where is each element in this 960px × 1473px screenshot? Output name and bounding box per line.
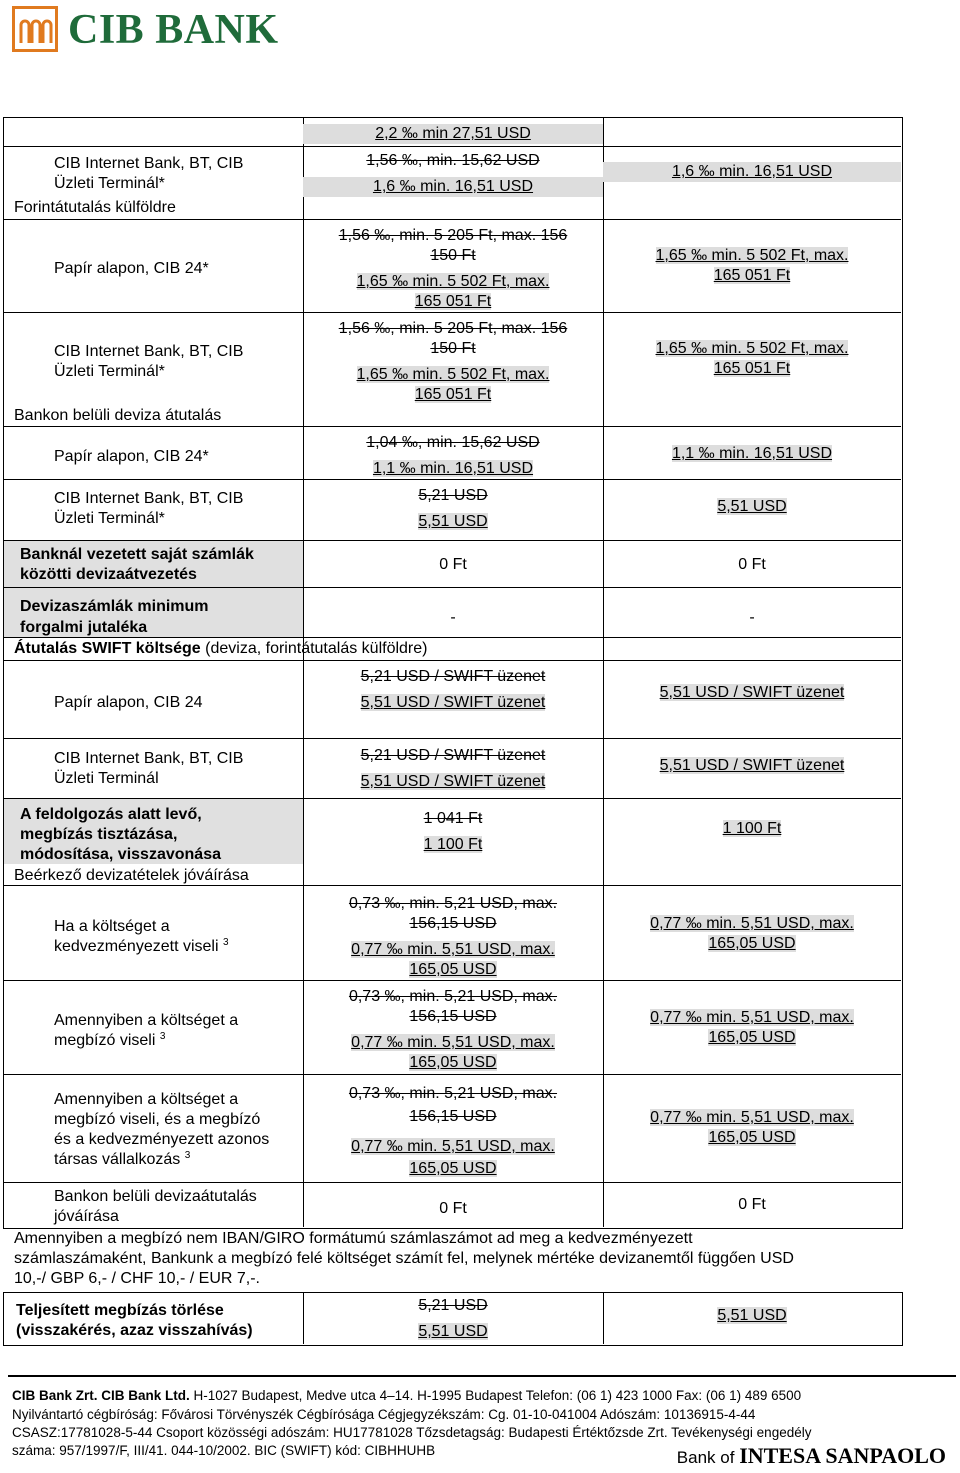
old-fee-value: 1,56 ‰, min. 15,62 USD xyxy=(366,152,540,169)
row-label: Amennyiben a költséget a xyxy=(54,1012,239,1029)
new-fee-value: 165,05 USD xyxy=(409,1054,497,1071)
row-label: Banknál vezetett saját számlák xyxy=(20,546,254,563)
fee-value-col3: 1 100 Ft xyxy=(722,820,782,837)
fee-value-col3: 0 Ft xyxy=(738,556,766,573)
new-fee-value: 1 100 Ft xyxy=(423,836,483,853)
new-fee-value: 1,1 ‰ min. 16,51 USD xyxy=(372,460,534,477)
section-heading: Forintátutalás külföldre xyxy=(14,199,176,216)
old-fee-value: 150 Ft xyxy=(430,340,476,357)
row-label: (visszakérés, azaz visszahívás) xyxy=(16,1322,253,1339)
old-fee-value: 0,73 ‰, min. 5,21 USD, max. xyxy=(348,1085,558,1102)
section-heading: Bankon belüli deviza átutalás xyxy=(14,407,222,424)
old-fee-value: 1,56 ‰, min. 5 205 Ft, max. 156 xyxy=(338,227,568,244)
fee-value: 2,2 ‰ min 27,51 USD xyxy=(303,124,603,144)
row-label: Üzleti Terminál* xyxy=(54,175,165,192)
old-fee-value: 1,04 ‰, min. 15,62 USD xyxy=(366,434,540,451)
row-label: megbízás tisztázása, xyxy=(20,826,178,843)
fee-value-col3: 0,77 ‰ min. 5,51 USD, max. xyxy=(650,915,854,932)
new-fee-value: 165,05 USD xyxy=(409,1160,497,1177)
fee-value: 0 Ft xyxy=(439,1200,467,1217)
row-label: kedvezményezett viseli $^3$ xyxy=(54,937,229,955)
row-label: Bankon belüli devizaátutalás xyxy=(54,1188,257,1205)
row-label: CIB Internet Bank, BT, CIB xyxy=(54,490,244,507)
new-fee-value: 0,77 ‰ min. 5,51 USD, max. xyxy=(351,941,555,958)
fee-value-col3: 1,6 ‰ min. 16,51 USD xyxy=(603,162,901,182)
row-label: és a kedvezményezett azonos xyxy=(54,1131,270,1148)
fee-value-col3: 0,77 ‰ min. 5,51 USD, max. xyxy=(650,1109,854,1126)
fee-value-col3: 1,65 ‰ min. 5 502 Ft, max. xyxy=(655,247,849,264)
fee-value-col3: 5,51 USD xyxy=(717,1307,787,1324)
row-label: Teljesített megbízás törlése xyxy=(16,1302,224,1319)
fee-value: - xyxy=(450,609,456,626)
cib-logo-icon xyxy=(12,6,58,52)
new-fee-value: 1,65 ‰ min. 5 502 Ft, max. xyxy=(356,366,550,383)
intesa-sanpaolo-logo: Bank of INTESA SANPAOLO xyxy=(676,1443,946,1468)
new-fee-value: 165 051 Ft xyxy=(414,386,492,403)
fee-value-col3: 165 051 Ft xyxy=(713,267,791,284)
old-fee-value: 5,21 USD xyxy=(418,1297,488,1314)
fee-value-col3: 1,1 ‰ min. 16,51 USD xyxy=(671,445,833,462)
row-label: Üzleti Terminál* xyxy=(54,510,165,527)
new-fee-value: 165,05 USD xyxy=(409,961,497,978)
footer-line-4: száma: 957/1997/F, III/41. 044-10/2002. BIC (SWIFT) kód: CIBHHUHB xyxy=(12,1443,436,1458)
old-fee-value: 156,15 USD xyxy=(409,915,497,932)
old-fee-value: 0,73 ‰, min. 5,21 USD, max. xyxy=(348,895,558,912)
footer-line-1: CIB Bank Zrt. CIB Bank Ltd. H-1027 Budapest, Medve utca 4–14. H-1995 Budapest Telefon: (06 1) 423 1000 Fax: (06 1) 489 6500 xyxy=(12,1388,802,1403)
row-label: Papír alapon, CIB 24 xyxy=(54,694,203,711)
new-fee-value: 0,77 ‰ min. 5,51 USD, max. xyxy=(351,1034,555,1051)
iban-note: Amennyiben a megbízó nem IBAN/GIRO formátumú számlaszámot ad meg a kedvezményezett xyxy=(14,1230,693,1247)
new-fee-value: 5,51 USD xyxy=(418,1323,488,1340)
new-fee-value: 5,51 USD / SWIFT üzenet xyxy=(360,694,546,711)
new-fee-value: 5,51 USD xyxy=(418,513,488,530)
fee-value: 0 Ft xyxy=(439,556,467,573)
fee-value-col3: 165,05 USD xyxy=(708,1029,796,1046)
row-label: Papír alapon, CIB 24* xyxy=(54,260,209,277)
footer-line-2: Nyilvántartó cégbíróság: Fővárosi Törvényszék Cégbírósága Cégjegyzékszám: Cg. 01-10-041004 Adószám: 10136915-4-44 xyxy=(12,1407,756,1422)
old-fee-value: 1 041 Ft xyxy=(423,810,483,827)
old-fee-value: 5,21 USD xyxy=(418,487,488,504)
fee-value-col3: 165,05 USD xyxy=(708,1129,796,1146)
section-heading: Beérkező devizatételek jóváírása xyxy=(14,867,249,884)
new-fee-value: 1,6 ‰ min. 16,51 USD xyxy=(303,177,603,197)
row-label: társas vállalkozás $^3$ xyxy=(54,1150,191,1168)
old-fee-value: 1,56 ‰, min. 5 205 Ft, max. 156 xyxy=(338,320,568,337)
new-fee-value: 1,65 ‰ min. 5 502 Ft, max. xyxy=(356,273,550,290)
old-fee-value: 156,15 USD xyxy=(409,1008,497,1025)
row-label: A feldolgozás alatt levő, xyxy=(20,806,202,823)
iban-note: számlaszámaként, Bankunk a megbízó felé költséget számít fel, melynek mértéke devizanemtől függően USD xyxy=(14,1250,794,1267)
row-label: CIB Internet Bank, BT, CIB xyxy=(54,750,244,767)
new-fee-value: 165 051 Ft xyxy=(414,293,492,310)
row-label: jóváírása xyxy=(54,1208,119,1225)
row-label: CIB Internet Bank, BT, CIB xyxy=(54,155,244,172)
row-label: közötti devizaátvezetés xyxy=(20,566,197,583)
row-label: módosítása, visszavonása xyxy=(20,846,221,863)
fee-value-col3: 5,51 USD / SWIFT üzenet xyxy=(659,757,845,774)
row-label: Üzleti Terminál* xyxy=(54,363,165,380)
row-label: Ha a költséget a xyxy=(54,918,170,935)
row-label: Papír alapon, CIB 24* xyxy=(54,448,209,465)
new-fee-value: 0,77 ‰ min. 5,51 USD, max. xyxy=(351,1138,555,1155)
old-fee-value: 156,15 USD xyxy=(409,1108,497,1125)
old-fee-value: 0,73 ‰, min. 5,21 USD, max. xyxy=(348,988,558,1005)
row-label: Üzleti Terminál xyxy=(54,770,159,787)
fee-value-col3: - xyxy=(749,609,755,626)
row-label: CIB Internet Bank, BT, CIB xyxy=(54,343,244,360)
fee-value-col3: 165 051 Ft xyxy=(713,360,791,377)
old-fee-value: 5,21 USD / SWIFT üzenet xyxy=(360,668,546,685)
fee-value-col3: 0,77 ‰ min. 5,51 USD, max. xyxy=(650,1009,854,1026)
fee-value-col3: 5,51 USD xyxy=(717,498,787,515)
row-label: megbízó viseli, és a megbízó xyxy=(54,1111,261,1128)
fee-value-col3: 165,05 USD xyxy=(708,935,796,952)
row-label: Amennyiben a költséget a xyxy=(54,1091,239,1108)
iban-note: 10,-/ GBP 6,- / CHF 10,- / EUR 7,-. xyxy=(14,1270,260,1287)
section-heading: Átutalás SWIFT költsége (deviza, forintátutalás külföldre) xyxy=(14,640,428,657)
fee-value-col3: 0 Ft xyxy=(738,1196,766,1213)
fee-value-col3: 1,65 ‰ min. 5 502 Ft, max. xyxy=(655,340,849,357)
old-fee-value: 5,21 USD / SWIFT üzenet xyxy=(360,747,546,764)
row-label: megbízó viseli $^3$ xyxy=(54,1031,166,1049)
row-label: forgalmi jutaléka xyxy=(20,619,148,636)
row-label: Devizaszámlák minimum xyxy=(20,598,209,615)
footer-line-3: CSASZ:17781028-5-44 Csoport közösségi adószám: HU17781028 Tőzsdetagság: Budapesti Értéktőzsde Zrt. Tevékenységi engedély xyxy=(12,1425,812,1440)
fee-value-col3: 5,51 USD / SWIFT üzenet xyxy=(659,684,845,701)
old-fee-value: 150 Ft xyxy=(430,247,476,264)
brand-name: CIB BANK xyxy=(68,7,279,53)
new-fee-value: 5,51 USD / SWIFT üzenet xyxy=(360,773,546,790)
